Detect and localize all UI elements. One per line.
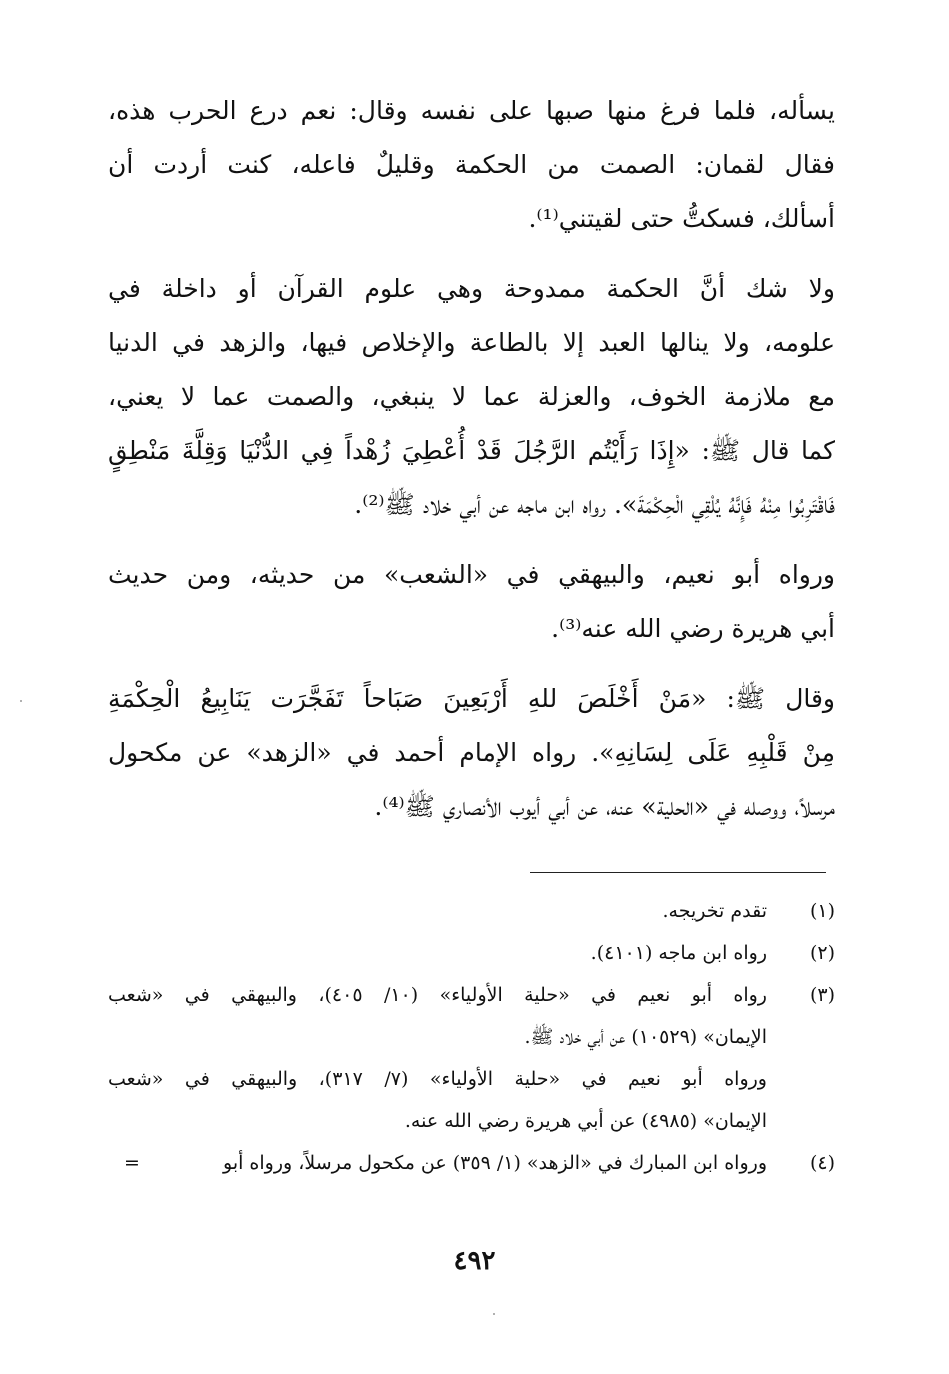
footnote-text: رواه أبو نعيم في «حلية الأولياء» (١٠/ ٤٠٥)، والبيهقي في «شعب xyxy=(108,984,767,1006)
scan-speck xyxy=(493,1313,495,1315)
footnote-4 xyxy=(108,1142,835,1184)
footnote-divider xyxy=(530,872,826,873)
paragraph-2 xyxy=(108,262,835,532)
footnote-text: رواه ابن ماجه (٤١٠١). xyxy=(590,942,767,964)
footnote-number: (١) xyxy=(809,900,835,922)
footnote-number: (٢) xyxy=(809,942,835,964)
main-text xyxy=(108,84,835,850)
footnotes xyxy=(108,890,835,1184)
footnote-number: (٤) xyxy=(809,1152,835,1174)
text-line: ورواه أبو نعيم، والبيهقي في «الشعب» من حديثه، ومن حديث xyxy=(108,560,835,589)
text-line: مع ملازمة الخوف، والعزلة عما لا ينبغي، والصمت عما لا يعني، xyxy=(108,382,835,411)
text-line: أبي هريرة رضي الله عنه⁽³⁾. xyxy=(551,614,835,643)
footnote-number: (٣) xyxy=(809,984,835,1006)
text-line: فقال لقمان: الصمت من الحكمة وقليلٌ فاعله، كنت أردت أن xyxy=(108,150,835,179)
footnote-3-continuation xyxy=(108,1058,767,1142)
text-line: يسأله، فلما فرغ منها صبها على نفسه وقال: نعم درع الحرب هذه، xyxy=(108,96,835,125)
text-line: ولا شك أنَّ الحكمة ممدوحة وهي علوم القرآن أو داخلة في xyxy=(108,274,835,303)
page-number: ٤٩٢ xyxy=(453,1246,496,1276)
text-line: أسألك، فسكتُّ حتى لقيتني⁽¹⁾. xyxy=(528,204,835,233)
text-line: فَاقْتَرِبُوا مِنْهُ فَإِنَّهُ يُلْقِي الْحِكْمَةَ». رواه ابن ماجه عن أبي خلاد ﷺ⁽²⁾. xyxy=(354,490,835,519)
footnote-2 xyxy=(108,932,835,974)
text-line: وقال ﷺ: «مَنْ أَخْلَصَ للهِ أَرْبَعِينَ صَبَاحاً تَفَجَّرَت يَنَابِيعُ الْحِكْمَةِ xyxy=(108,684,835,713)
text-line: كما قال ﷺ: «إِذَا رَأَيْتُم الرَّجُلَ قَدْ أُعْطِيَ زُهْداً فِي الدُّنْيَا وَقِلَّةَ مَنْطِقٍ xyxy=(108,436,835,465)
footnote-1 xyxy=(108,890,835,932)
text-line: مِنْ قَلْبِهِ عَلَى لِسَانِهِ». رواه الإمام أحمد في «الزهد» عن مكحول xyxy=(108,738,835,767)
footnote-text: ورواه أبو نعيم في «حلية الأولياء» (٧/ ٣١٧)، والبيهقي في «شعب xyxy=(108,1068,767,1090)
footnote-text: ورواه ابن المبارك في «الزهد» (١/ ٣٥٩) عن مكحول مرسلاً، ورواه أبو xyxy=(223,1152,767,1174)
text-line: علومه، ولا ينالها العبد إلا بالطاعة والإخلاص فيها، والزهد في الدنيا xyxy=(108,328,835,357)
footnote-3 xyxy=(108,974,835,1058)
paragraph-1 xyxy=(108,84,835,246)
footnote-text: الإيمان» (١٠٥٢٩) عن أبي خلاد ﷺ. xyxy=(524,1026,767,1048)
footnote-text: تقدم تخريجه. xyxy=(662,900,767,922)
footnote-text: الإيمان» (٤٩٨٥) عن أبي هريرة رضي الله عنه. xyxy=(404,1110,767,1132)
paragraph-4 xyxy=(108,672,835,834)
paragraph-3 xyxy=(108,548,835,656)
scan-speck xyxy=(20,700,22,702)
text-line: مرسلاً، ووصله في «الحلية» عنه، عن أبي أيوب الأنصاري ﷺ⁽⁴⁾. xyxy=(374,792,835,821)
continuation-marker: = xyxy=(124,1152,140,1174)
